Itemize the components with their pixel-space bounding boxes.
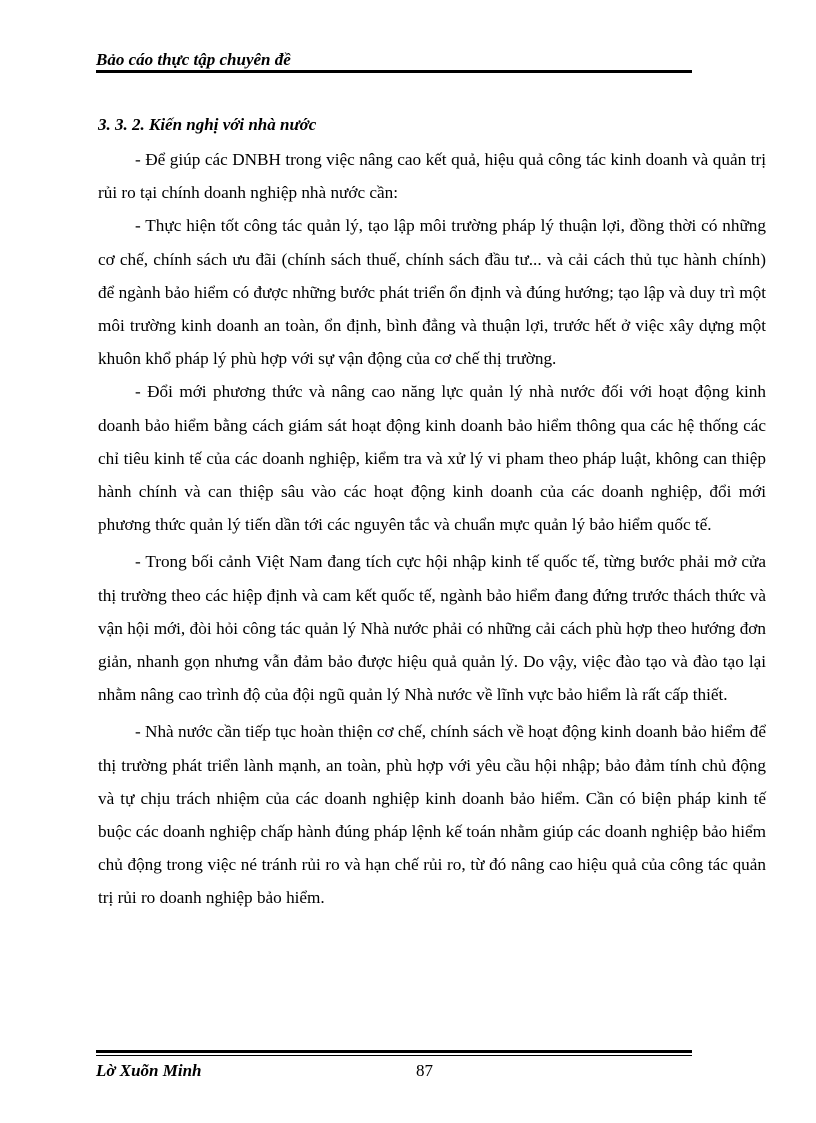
paragraph-legal-framework: - Thực hiện tốt công tác quản lý, tạo lập môi trường pháp lý thuận lợi, đồng thời có những cơ chế, chính sách ưu đãi (chính sách thuế, chính sách đầu tư... và cải cách thủ tục hành chính) để ngành bảo hiểm có được những bước phát triển ổn định và đúng hướng; tạo lập và duy trì một môi trường kinh doanh an toàn, ổn định, bình đẳng và thuận lợi, trước hết ở việc xây dựng một khuôn khổ pháp lý phù hợp với sự vận động của cơ chế thị trường.: [98, 216, 766, 369]
footer-row: [96, 1061, 692, 1083]
section-heading: 3. 3. 2. Kiến nghị với nhà nước: [98, 115, 317, 134]
page-footer: [96, 1050, 692, 1083]
report-title: Bảo cáo thực tập chuyên đề: [96, 50, 291, 69]
paragraph-integration: - Trong bối cảnh Việt Nam đang tích cực hội nhập kinh tế quốc tế, từng bước phải mở cửa thị trường theo các hiệp định và cam kết quốc tế, ngành bảo hiểm đang đứng trước thách thức và vận hội mới, đòi hỏi công tác quản lý Nhà nước phải có những cải cách phù hợp theo hướng đơn giản, nhanh gọn nhưng vẫn đảm bảo được hiệu quả quản lý. Do vậy, việc đào tạo và đào tạo lại nhằm nâng cao trình độ của đội ngũ quản lý Nhà nước về lĩnh vực bảo hiểm là rất cấp thiết.: [98, 552, 766, 705]
footer-rule-thin: [96, 1055, 692, 1056]
footer-rule-thick: [96, 1050, 692, 1053]
paragraph-intro: - Để giúp các DNBH trong việc nâng cao kết quả, hiệu quả công tác kinh doanh và quản trị rủi ro tại chính doanh nghiệp nhà nước cần:: [98, 150, 766, 203]
page-number: 87: [416, 1061, 433, 1080]
paragraph-state-management: - Đổi mới phương thức và nâng cao năng lực quản lý nhà nước đối với hoạt động kinh doanh bảo hiểm bằng cách giám sát hoạt động kinh doanh bảo hiểm thông qua các hệ thống các chỉ tiêu kinh tế của các doanh nghiệp, kiểm tra và xử lý vi pham theo pháp luật, không can thiệp hành chính và can thiệp sâu vào các hoạt động kinh doanh của các doanh nghiệp, đổi mới phương thức quản lý tiến dần tới các nguyên tắc và chuẩn mực quản lý bảo hiểm quốc tế.: [98, 382, 766, 535]
main-content: [98, 112, 766, 915]
paragraph-policy: - Nhà nước cần tiếp tục hoàn thiện cơ chế, chính sách về hoạt động kinh doanh bảo hiểm để thị trường phát triển lành mạnh, an toàn, phù hợp với yêu cầu hội nhập; bảo đảm tính chủ động và tự chịu trách nhiệm của các doanh nghiệp kinh doanh bảo hiểm. Cần có biện pháp kinh tế buộc các doanh nghiệp chấp hành đúng pháp lệnh kế toán nhằm giúp các doanh nghiệp bảo hiểm chủ động trong việc né tránh rủi ro và hạn chế rủi ro, từ đó nâng cao hiệu quả của công tác quản trị rủi ro doanh nghiệp bảo hiểm.: [98, 722, 766, 908]
page-header: [96, 50, 692, 73]
author-name: Lờ Xuõn Minh: [96, 1061, 202, 1080]
header-rule: [96, 70, 692, 73]
